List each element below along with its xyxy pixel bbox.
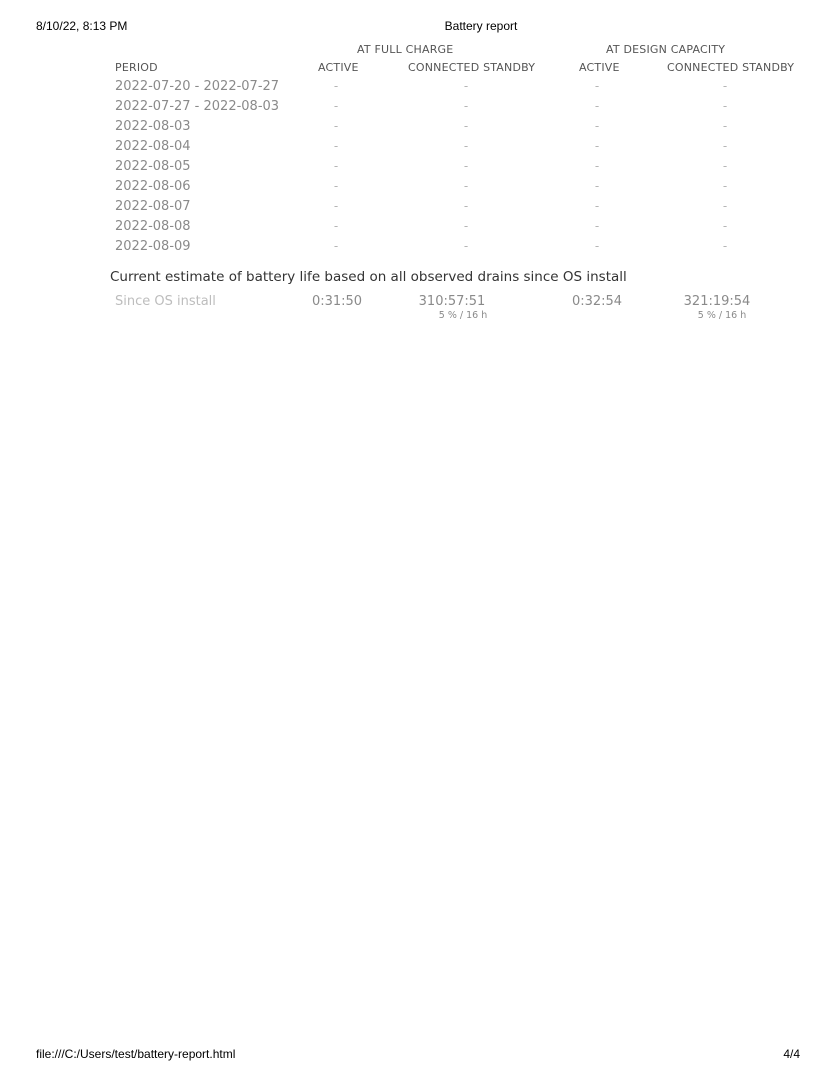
estimate-standby-full: 310:57:51 [418, 294, 486, 309]
col-header-active-design: ACTIVE [579, 61, 620, 74]
period-cell: 2022-08-05 [115, 159, 191, 174]
estimate-standby-full-rate: 5 % / 16 h [438, 310, 488, 321]
active-full-cell: - [333, 79, 339, 93]
print-page-number: 4/4 [783, 1047, 800, 1061]
standby-design-cell: - [722, 199, 728, 213]
active-design-cell: - [594, 159, 600, 173]
standby-full-cell: - [463, 159, 469, 173]
standby-design-cell: - [722, 99, 728, 113]
standby-full-cell: - [463, 199, 469, 213]
estimate-active-design: 0:32:54 [571, 294, 623, 309]
group-header-design-capacity: AT DESIGN CAPACITY [606, 43, 726, 56]
active-design-cell: - [594, 119, 600, 133]
active-design-cell: - [594, 239, 600, 253]
period-cell: 2022-08-03 [115, 119, 191, 134]
table-row [0, 199, 835, 219]
print-url: file:///C:/Users/test/battery-report.html [36, 1047, 236, 1061]
active-full-cell: - [333, 219, 339, 233]
active-full-cell: - [333, 119, 339, 133]
active-design-cell: - [594, 199, 600, 213]
standby-design-cell: - [722, 239, 728, 253]
active-design-cell: - [594, 139, 600, 153]
print-date: 8/10/22, 8:13 PM [36, 19, 128, 33]
standby-design-cell: - [722, 179, 728, 193]
col-header-active-full: ACTIVE [318, 61, 359, 74]
print-title: Battery report [444, 19, 518, 33]
table-row [0, 79, 835, 99]
group-header-full-charge: AT FULL CHARGE [357, 43, 454, 56]
active-design-cell: - [594, 219, 600, 233]
col-header-period: PERIOD [115, 61, 158, 74]
table-row [0, 139, 835, 159]
standby-design-cell: - [722, 139, 728, 153]
standby-full-cell: - [463, 119, 469, 133]
estimate-row [0, 294, 835, 321]
col-header-standby-full: CONNECTED STANDBY [408, 61, 536, 74]
period-cell: 2022-08-09 [115, 239, 191, 254]
period-cell: 2022-07-20 - 2022-07-27 [115, 79, 280, 94]
standby-full-cell: - [463, 79, 469, 93]
period-cell: 2022-08-08 [115, 219, 191, 234]
active-full-cell: - [333, 179, 339, 193]
active-full-cell: - [333, 239, 339, 253]
period-cell: 2022-08-06 [115, 179, 191, 194]
standby-design-cell: - [722, 79, 728, 93]
table-row [0, 239, 835, 259]
table-row [0, 99, 835, 119]
active-full-cell: - [333, 139, 339, 153]
active-design-cell: - [594, 179, 600, 193]
standby-full-cell: - [463, 139, 469, 153]
active-full-cell: - [333, 199, 339, 213]
active-full-cell: - [333, 99, 339, 113]
table-row [0, 179, 835, 199]
table-row [0, 159, 835, 179]
standby-full-cell: - [463, 99, 469, 113]
active-design-cell: - [594, 79, 600, 93]
estimate-standby-design: 321:19:54 [683, 294, 751, 309]
standby-design-cell: - [722, 119, 728, 133]
active-design-cell: - [594, 99, 600, 113]
estimate-standby-design-rate: 5 % / 16 h [697, 310, 747, 321]
standby-full-cell: - [463, 219, 469, 233]
period-cell: 2022-08-04 [115, 139, 191, 154]
table-row [0, 219, 835, 239]
period-cell: 2022-08-07 [115, 199, 191, 214]
period-cell: 2022-07-27 - 2022-08-03 [115, 99, 280, 114]
estimate-active-full: 0:31:50 [311, 294, 363, 309]
standby-full-cell: - [463, 179, 469, 193]
estimate-heading: Current estimate of battery life based on all observed drains since OS install [110, 269, 627, 285]
col-header-standby-design: CONNECTED STANDBY [667, 61, 795, 74]
active-full-cell: - [333, 159, 339, 173]
table-row [0, 119, 835, 139]
estimate-period-cell: Since OS install [115, 294, 216, 309]
standby-full-cell: - [463, 239, 469, 253]
standby-design-cell: - [722, 159, 728, 173]
standby-design-cell: - [722, 219, 728, 233]
